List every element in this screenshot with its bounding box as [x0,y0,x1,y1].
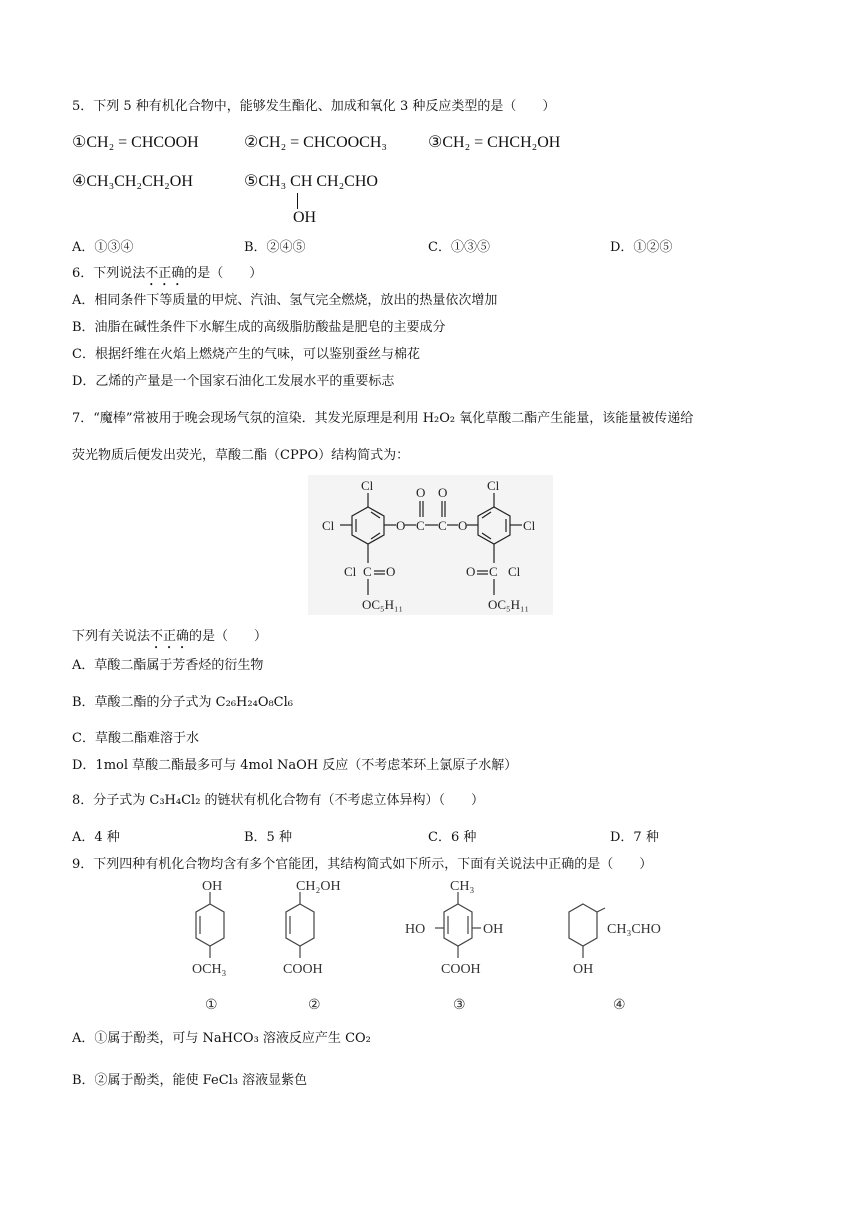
q7-stem-line2: 荧光物质后便发出荧光，草酸二酯（CPPO）结构简式为： [72,448,410,463]
cppo-c-4: C [489,564,498,579]
cppo-cl-1: Cl [361,478,374,493]
cppo-o-1: O [396,518,406,533]
q5-item-5: ⑤CH₃ CH CH₂CHO [244,173,378,190]
cppo-c-1: C [416,518,425,533]
q6-emphasis: 不正确 [145,266,185,281]
cppo-oc5h11-right: OC₅H₁₁ [488,597,530,612]
cppo-cl-5: Cl [344,564,357,579]
s3-num: ③ [453,998,466,1013]
cppo-o-5: O [386,564,396,579]
cppo-cl-6: Cl [508,564,521,579]
q6-option-b: B．油脂在碱性条件下水解生成的高级脂肪酸盐是肥皂的主要成分 [72,320,446,335]
q9-option-a: A．①属于酚类，可与 NaHCO₃ 溶液反应产生 CO₂ [72,1031,371,1046]
s4-bottom: OH [573,962,594,977]
q7-option-c: C．草酸二酯难溶于水 [72,731,199,746]
q9-structures [192,878,690,1014]
q7-option-a: A．草酸二酯属于芳香烃的衍生物 [72,658,264,673]
q5-option-d: D．①②⑤ [610,240,673,255]
q5-item5-bond [297,193,298,209]
q6-stem: 6．下列说法不正确的是（ ） [72,266,263,281]
s2-bottom: COOH [283,962,323,977]
q7-stem-line1: 7．“魔棒”常被用于晚会现场气氛的渲染．其发光原理是利用 H₂O₂ 氧化草酸二酯产生能量，该能量被传递给 [72,411,694,426]
q7-option-b: B．草酸二酯的分子式为 C₂₆H₂₄O₈Cl₆ [72,695,294,710]
cppo-oc5h11-left: OC₅H₁₁ [362,597,404,612]
s4-num: ④ [613,998,626,1013]
q6-option-d: D．乙烯的产量是一个国家石油化工发展水平的重要标志 [72,374,395,389]
q5-item-4: ④CH₃CH₂CH₂OH [72,173,193,190]
s2-num: ② [308,998,321,1013]
q5-option-b: B．②④⑤ [244,240,306,255]
cppo-o-6: O [466,564,476,579]
q8-option-a: A．4 种 [72,830,120,845]
cppo-o-2: O [416,485,426,500]
q5-item-1: ①CH₂ = CHCOOH [72,134,199,151]
q8-option-c: C．6 种 [428,830,477,845]
cppo-o-4: O [458,518,468,533]
q7-emphasis: 不正确 [150,629,190,644]
s2-top: CH₂OH [296,879,341,894]
cppo-cl-4: Cl [523,518,536,533]
q5-item-3: ③CH₂ = CHCH₂OH [428,134,561,151]
q7-option-d: D．1mol 草酸二酯最多可与 4mol NaOH 反应（不考虑苯环上氯原子水解） [72,758,518,773]
s3-top: CH₃ [450,879,475,894]
q5-option-c: C．①③⑤ [428,240,490,255]
q9-stem: 9．下列四种有机化合物均含有多个官能团，其结构简式如下所示，下面有关说法中正确的是（ ） [72,857,653,872]
s3-right: OH [483,922,504,937]
cppo-cl-2: Cl [322,518,335,533]
s1-top: OH [202,879,223,894]
q7-sub-stem: 下列有关说法不正确的是（ ） [72,629,268,644]
cppo-o-3: O [438,485,448,500]
q8-stem: 8．分子式为 C₃H₄Cl₂ 的链状有机化合物有（不考虑立体异构）（ ） [72,793,485,808]
q6-option-a: A．相同条件下等质量的甲烷、汽油、氢气完全燃烧，放出的热量依次增加 [72,293,498,308]
cppo-c-3: C [363,564,372,579]
s4-right: CH₃CHO [607,922,661,937]
cppo-c-2: C [438,518,447,533]
cppo-structure [308,475,553,615]
s3-bottom: COOH [441,962,481,977]
s1-num: ① [205,998,218,1013]
q5-option-a: A．①③④ [72,240,134,255]
q5-stem: 5．下列 5 种有机化合物中，能够发生酯化、加成和氧化 3 种反应类型的是（ ） [72,99,556,114]
q9-option-b: B．②属于酚类，能使 FeCl₃ 溶液显紫色 [72,1073,308,1088]
q5-item5-oh: OH [293,209,317,226]
q8-option-d: D．7 种 [610,830,659,845]
s1-bottom: OCH₃ [192,962,227,977]
q6-option-c: C．根据纤维在火焰上燃烧产生的气味，可以鉴别蚕丝与棉花 [72,347,420,362]
cppo-cl-3: Cl [487,478,500,493]
s3-left: HO [405,922,426,937]
q8-option-b: B．5 种 [244,830,292,845]
q5-item-2: ②CH₂ = CHCOOCH₃ [244,134,387,151]
